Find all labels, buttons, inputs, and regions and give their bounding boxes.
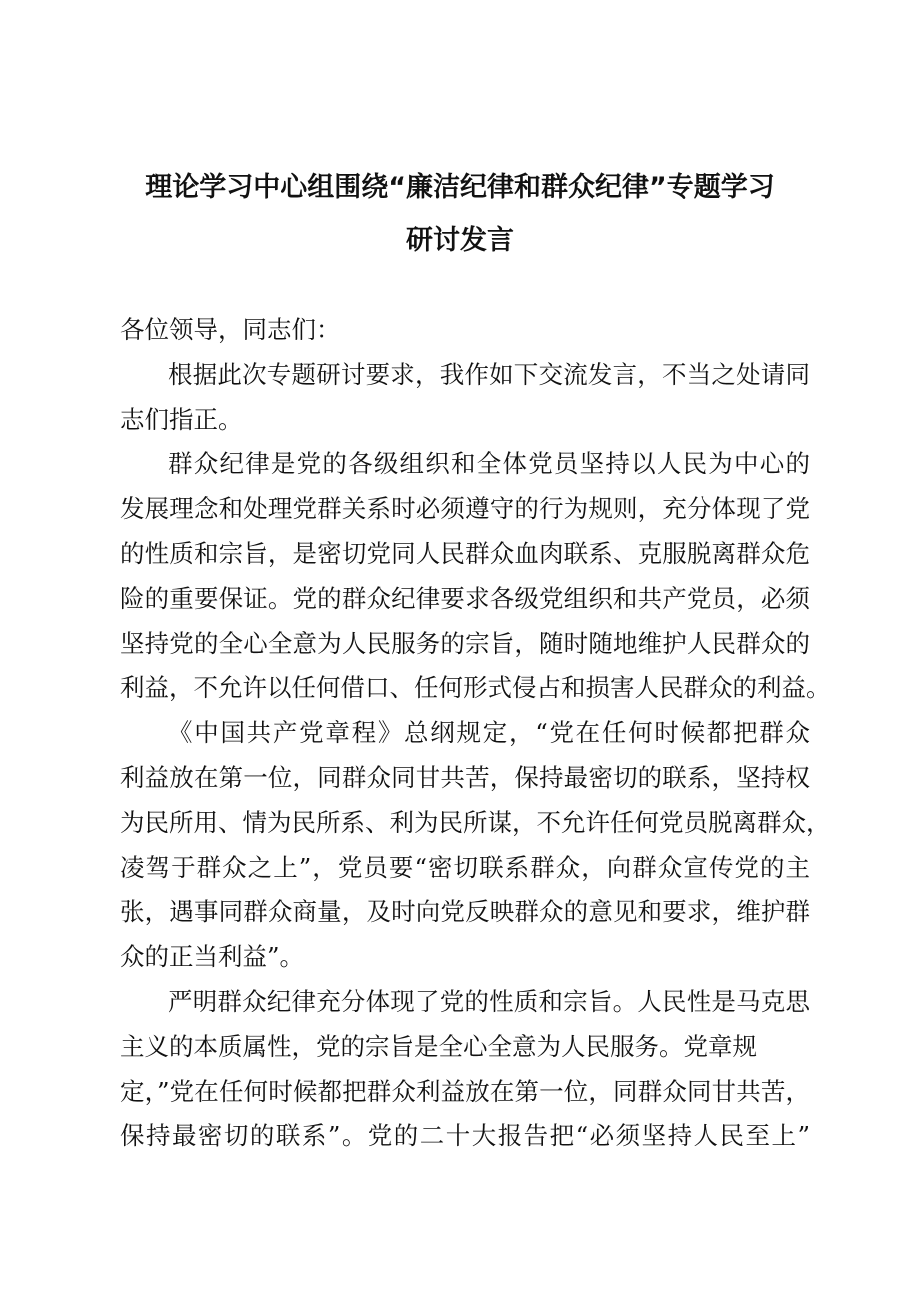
body-line: 《中国共产党章程》总纲规定，“党在任何时候都把群众	[168, 718, 810, 748]
body-line: 的性质和宗旨，是密切党同人民群众血肉联系、克服脱离群众危	[120, 539, 810, 568]
body-line: 保持最密切的联系”。党的二十大报告把“必须坚持人民至上”	[120, 1121, 810, 1151]
body-line: 群众纪律是党的各级组织和全体党员坚持以人民为中心的	[168, 449, 810, 479]
body-line: 凌驾于群众之上”，党员要“密切联系群众，向群众宣传党的主	[120, 852, 810, 882]
body-line: 定，”党在任何时候都把群众利益放在第一位，同群众同甘共苦，	[120, 1076, 810, 1106]
document-title-line-2: 研讨发言	[406, 225, 514, 256]
body-line: 根据此次专题研讨要求，我作如下交流发言，不当之处请同	[168, 359, 810, 389]
salutation: 各位领导，同志们：	[120, 315, 341, 344]
body-line: 主义的本质属性，党的宗旨是全心全意为人民服务。党章规	[120, 1031, 757, 1061]
body-line: 志们指正。	[120, 404, 243, 434]
body-line: 利益放在第一位，同群众同甘共苦，保持最密切的联系，坚持权	[120, 763, 810, 792]
body-line: 发展理念和处理党群关系时必须遵守的行为规则，充分体现了党	[120, 494, 810, 524]
body-line: 坚持党的全心全意为人民服务的宗旨，随时随地维护人民群众的	[120, 628, 810, 658]
body-line: 众的正当利益”。	[120, 942, 305, 972]
body-line: 张，遇事同群众商量，及时向党反映群众的意见和要求，维护群	[120, 897, 810, 927]
body-line: 险的重要保证。党的群众纪律要求各级党组织和共产党员，必须	[120, 583, 810, 613]
body-line: 利益，不允许以任何借口、任何形式侵占和损害人民群众的利益。	[120, 673, 831, 703]
body-line: 严明群众纪律充分体现了党的性质和宗旨。人民性是马克思	[168, 987, 810, 1016]
body-line: 为民所用、情为民所系、利为民所谋，不允许任何党员脱离群众，	[120, 807, 831, 837]
document-title-line-1: 理论学习中心组围绕“廉洁纪律和群众纪律”专题学习	[145, 172, 775, 203]
